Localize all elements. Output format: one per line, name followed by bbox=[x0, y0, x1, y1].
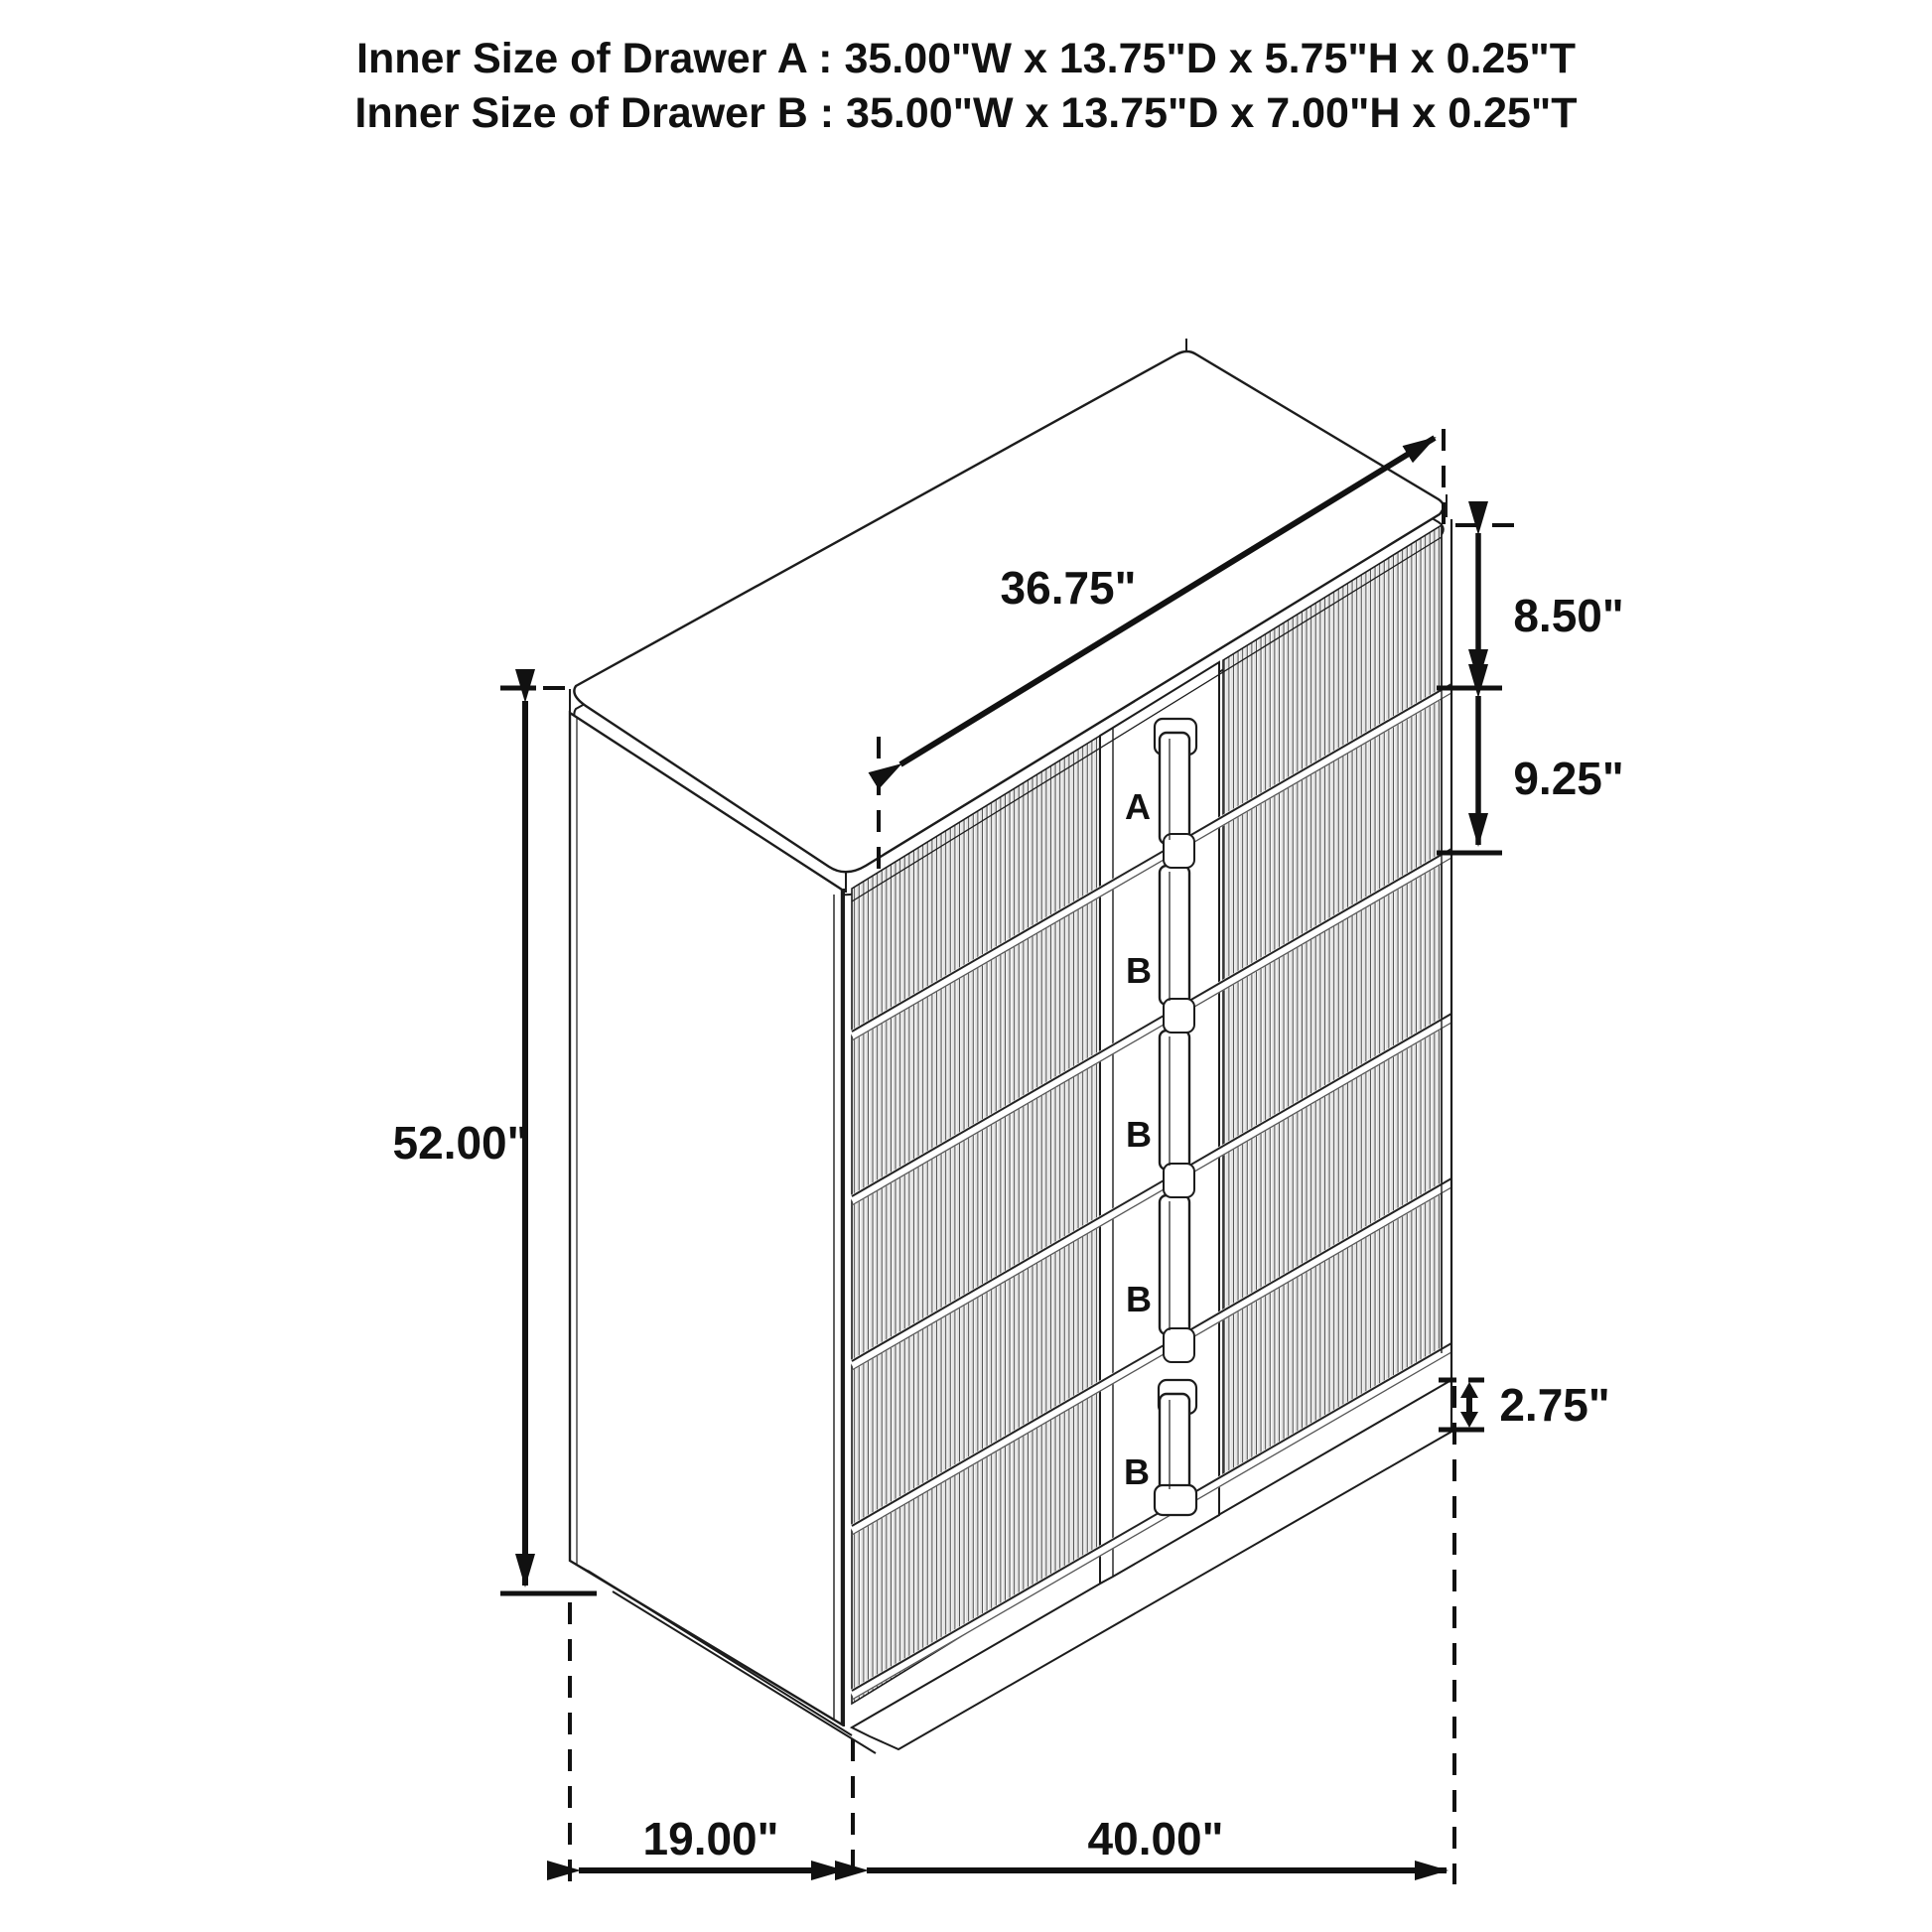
width-label: 40.00" bbox=[1087, 1813, 1224, 1864]
handle-joint-2 bbox=[1164, 999, 1194, 1033]
handle-bar-1 bbox=[1160, 733, 1189, 844]
handle-joint-3 bbox=[1164, 1164, 1194, 1197]
top-width-label: 36.75" bbox=[1000, 562, 1137, 614]
drawer-b-height-label: 9.25" bbox=[1513, 753, 1624, 804]
left-fluted-panel bbox=[852, 736, 1100, 1704]
overall-height-label: 52.00" bbox=[392, 1117, 529, 1169]
header-drawer-b-size: Inner Size of Drawer B : 35.00"W x 13.75"D x 7.00"H x 0.25"T bbox=[354, 89, 1578, 137]
depth-label: 19.00" bbox=[642, 1813, 779, 1864]
handle-joint-1 bbox=[1164, 834, 1194, 868]
header-drawer-a-size: Inner Size of Drawer A : 35.00"W x 13.75"D x 5.75"H x 0.25"T bbox=[356, 35, 1576, 82]
drawer-a-label: A bbox=[1125, 786, 1151, 827]
handle-bar-3 bbox=[1160, 1031, 1189, 1170]
handle-bar-5 bbox=[1160, 1394, 1189, 1493]
base-height-label: 2.75" bbox=[1499, 1379, 1610, 1431]
handle-bar-4 bbox=[1160, 1195, 1189, 1334]
drawer-b3-label: B bbox=[1126, 1279, 1152, 1319]
drawer-b2-label: B bbox=[1126, 1114, 1152, 1155]
drawer-b4-label: B bbox=[1124, 1451, 1150, 1492]
right-fluted-panel bbox=[1223, 525, 1442, 1479]
side-panel bbox=[570, 713, 842, 1725]
drawer-b1-label: B bbox=[1126, 950, 1152, 991]
drawer-a-height-label: 8.50" bbox=[1513, 590, 1624, 641]
handle-bottom-cap-5 bbox=[1155, 1485, 1196, 1515]
handle-bar-2 bbox=[1160, 866, 1189, 1005]
handle-joint-4 bbox=[1164, 1328, 1194, 1362]
drawer-handles bbox=[1155, 719, 1196, 1515]
